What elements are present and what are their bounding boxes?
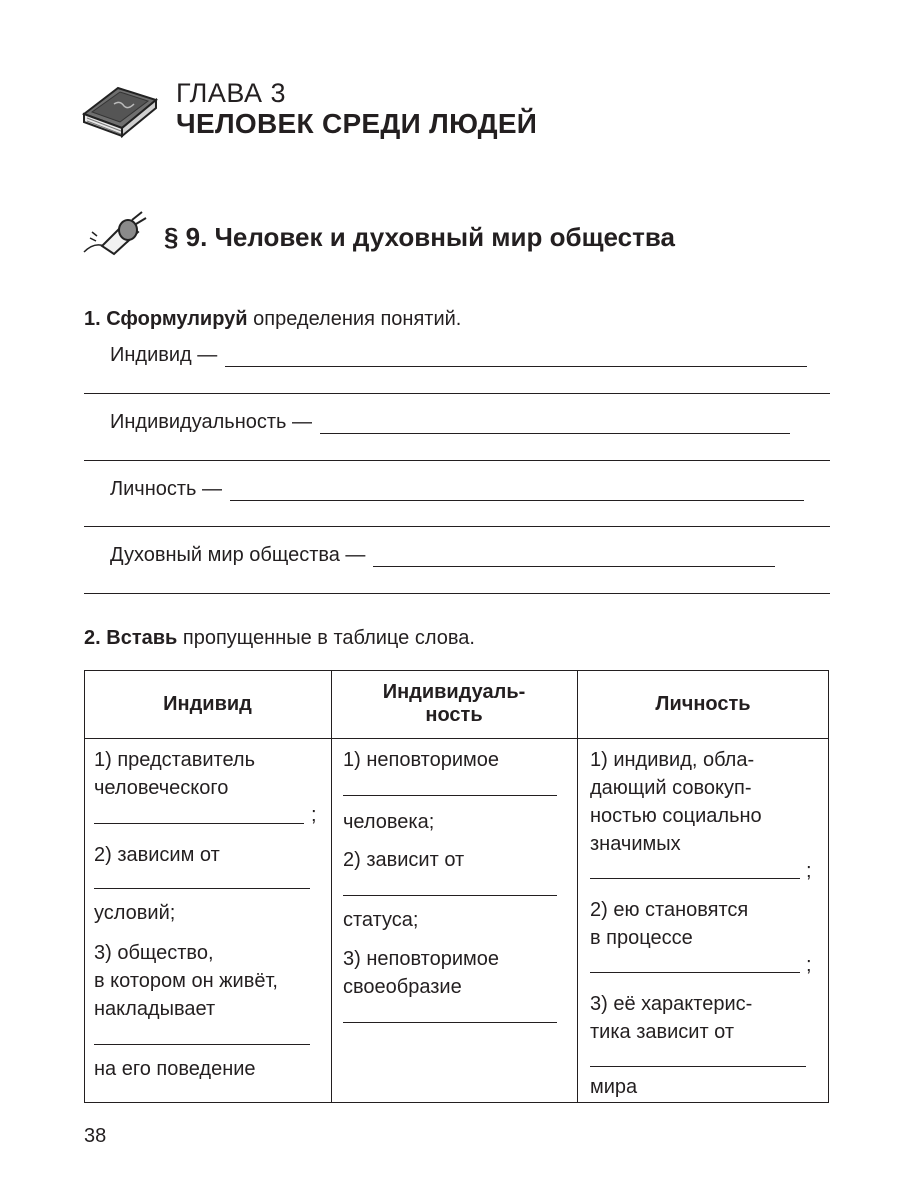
table-cell-text: мира [590,1076,638,1098]
task1-number: 1. [84,308,101,330]
task1-verb: Сформулируй [106,308,248,330]
table-blank-line[interactable] [94,888,310,889]
answer-line[interactable] [84,393,830,394]
table-cell-text: 3) неповторимое [343,948,499,970]
definition-row-individualnost [110,411,790,434]
task2-number: 2. [84,627,101,649]
table-cell-text: 1) индивид, обла- [590,749,755,771]
header-line: Индивидуаль- [382,681,526,703]
answer-line[interactable] [225,365,807,367]
table-header-individualnost [331,681,577,727]
table-cell-text: на его поведение [94,1058,256,1080]
table-cell-text: дающий совокуп- [590,777,752,799]
table-column-divider [331,670,332,1103]
table-header-divider [84,738,829,739]
table-cell-text: своеобразие [343,976,462,998]
page-number: 38 [84,1125,107,1147]
table-cell-text: 1) представитель [94,749,255,771]
table-blank-line[interactable] [343,1022,557,1023]
table-cell-text: 3) общество, [94,942,214,964]
table-cell-text: ; [806,860,812,882]
task1-text: определения понятий. [253,308,462,330]
task2-instruction [84,627,475,650]
definition-row-individ [110,344,807,367]
table-cell-text: человека; [343,811,435,833]
term-label: Духовный мир общества — [110,544,366,566]
table-cell-text: в процессе [590,927,693,949]
table-cell-text: тика зависит от [590,1021,735,1043]
task1-instruction [84,308,461,331]
task2-text: пропущенные в таблице слова. [182,627,475,649]
table-header-individ: Индивид [163,693,252,715]
answer-line[interactable] [373,565,775,567]
table-cell-text: 1) неповторимое [343,749,499,771]
table-cell-text: ностью социально [590,805,762,827]
answer-line[interactable] [84,460,830,461]
table-header-lichnost: Личность [655,693,751,715]
table-cell-text: 3) её характерис- [590,993,753,1015]
chapter-label: ГЛАВА 3 [176,78,286,108]
answer-line[interactable] [84,593,830,594]
table-cell-text: ; [806,954,812,976]
table-cell-text: человеческого [94,777,229,799]
term-label: Индивид — [110,344,218,366]
table-blank-line[interactable] [343,795,557,796]
table-blank-line[interactable] [94,1044,310,1045]
definition-row-dukhovny-mir [110,544,775,567]
table-cell-text: накладывает [94,998,216,1020]
table-blank-line[interactable] [590,878,800,879]
answer-line[interactable] [84,526,830,527]
table-column-divider [577,670,578,1103]
table-cell-text: 2) зависим от [94,844,220,866]
table-blank-line[interactable] [590,1066,806,1067]
table-blank-line[interactable] [590,972,800,973]
table-cell-text: ; [311,804,317,826]
answer-line[interactable] [320,432,790,434]
table-blank-line[interactable] [94,823,304,824]
table-cell-text: статуса; [343,909,419,931]
book-icon [78,74,160,138]
table-cell-text: в котором он живёт, [94,970,278,992]
table-cell-text: 2) зависит от [343,849,465,871]
section-title: § 9. Человек и духовный мир общества [164,222,675,252]
table-cell-text: 2) ею становятся [590,899,749,921]
term-label: Личность — [110,478,223,500]
table-blank-line[interactable] [343,895,557,896]
table-cell-text: значимых [590,833,681,855]
pen-icon [80,208,152,258]
table-cell-text: условий; [94,902,176,924]
header-line: ность [425,704,483,726]
term-label: Индивидуальность — [110,411,313,433]
task2-verb: Вставь [106,627,178,649]
definition-row-lichnost [110,478,804,501]
answer-line[interactable] [230,499,804,501]
chapter-title: ЧЕЛОВЕК СРЕДИ ЛЮДЕЙ [176,108,538,139]
